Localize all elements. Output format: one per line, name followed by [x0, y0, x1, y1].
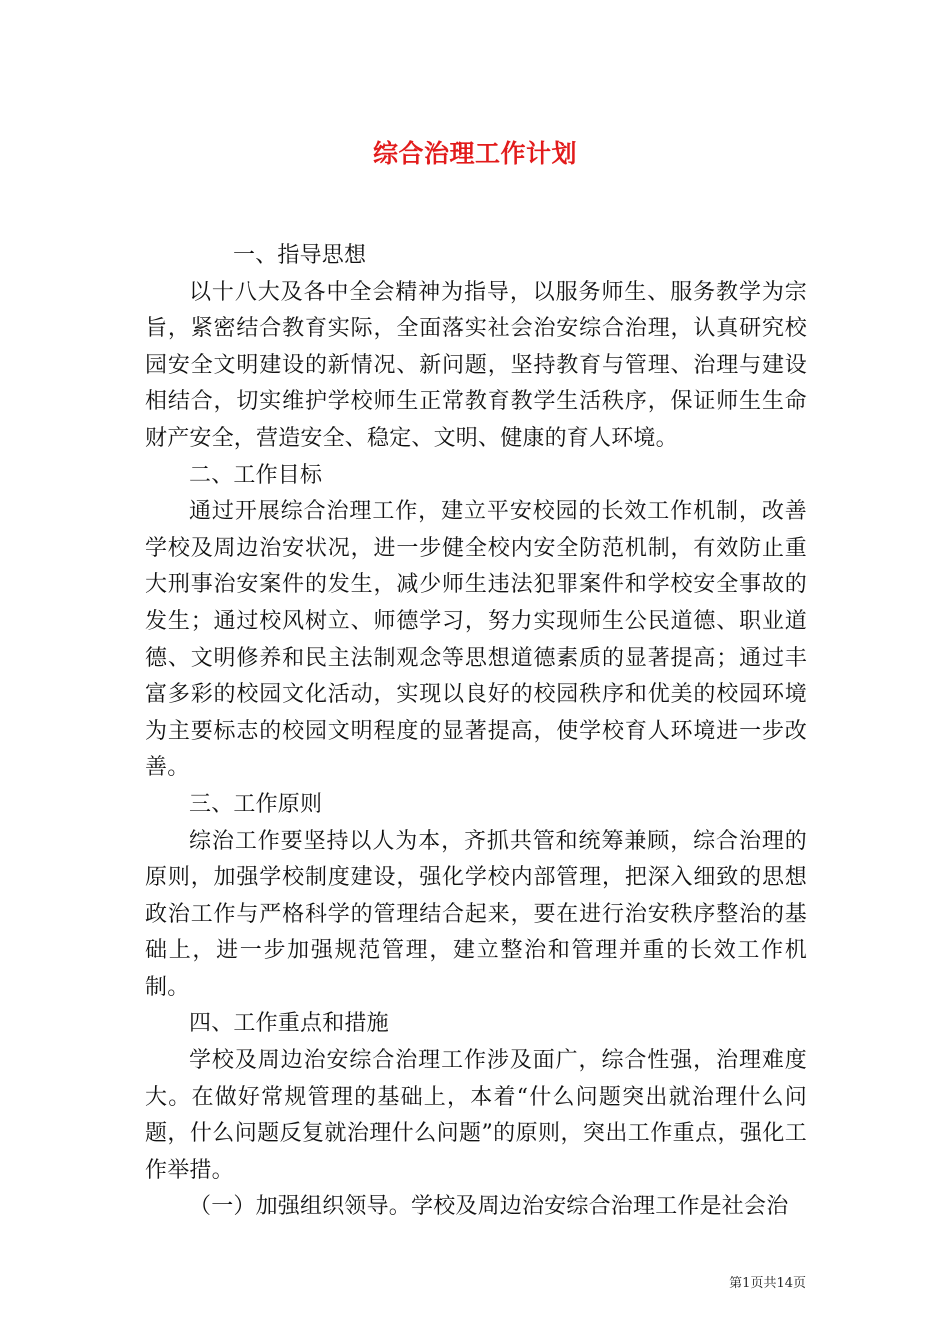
- paragraph-work-goals: 通过开展综合治理工作，建立平安校园的长效工作机制，改善学校及周边治安状况，进一步健全校内安全防范机制，有效防止重大刑事治安案件的发生，减少师生违法犯罪案件和学校安全事故的发生；通过校风树立、师德学习，努力实现师生公民道德、职业道德、文明修养和民主法制观念等思想道德素质的显著提高；通过丰富多彩的校园文化活动，实现以良好的校园秩序和优美的校园环境为主要标志的校园文明程度的显著提高，使学校育人环境进一步改善。: [145, 499, 807, 781]
- page-number-text: 第1页共14页: [729, 1276, 806, 1291]
- paragraph-guiding-thought: 以十八大及各中全会精神为指导，以服务师生、服务教学为宗旨，紧密结合教育实际，全面落实社会治安综合治理，认真研究校园安全文明建设的新情况、新问题，坚持教育与管理、治理与建设相结合，切实维护学校师生正常教育教学生活秩序，保证师生生命财产安全，营造安全、稳定、文明、健康的育人环境。: [145, 279, 807, 451]
- section-heading-focus-measures: 四、工作重点和措施: [189, 1011, 389, 1037]
- paragraph-work-principles: 综治工作要坚持以人为本，齐抓共管和统筹兼顾，综合治理的原则，加强学校制度建设，强化学校内部管理，把深入细致的思想政治工作与严格科学的管理结合起来，要在进行治安秩序整治的基础上，进一步加强规范管理，建立整治和管理并重的长效工作机制。: [145, 828, 807, 1000]
- section-heading-work-goals: 二、工作目标: [189, 462, 323, 488]
- paragraph-focus-measures: 学校及周边治安综合治理工作涉及面广，综合性强，治理难度大。在做好常规管理的基础上，本着“什么问题突出就治理什么问题，什么问题反复就治理什么问题”的原则，突出工作重点，强化工作举措。: [145, 1048, 807, 1183]
- section-heading-work-principles: 三、工作原则: [189, 791, 323, 817]
- document-title: 综合治理工作计划: [372, 139, 577, 168]
- section-heading-guiding-thought: 一、指导思想: [233, 243, 367, 268]
- paragraph-organization-leadership: （一）加强组织领导。学校及周边治安综合治理工作是社会治: [189, 1194, 789, 1220]
- document-body: [145, 238, 807, 1226]
- page-number-footer: [729, 1272, 806, 1291]
